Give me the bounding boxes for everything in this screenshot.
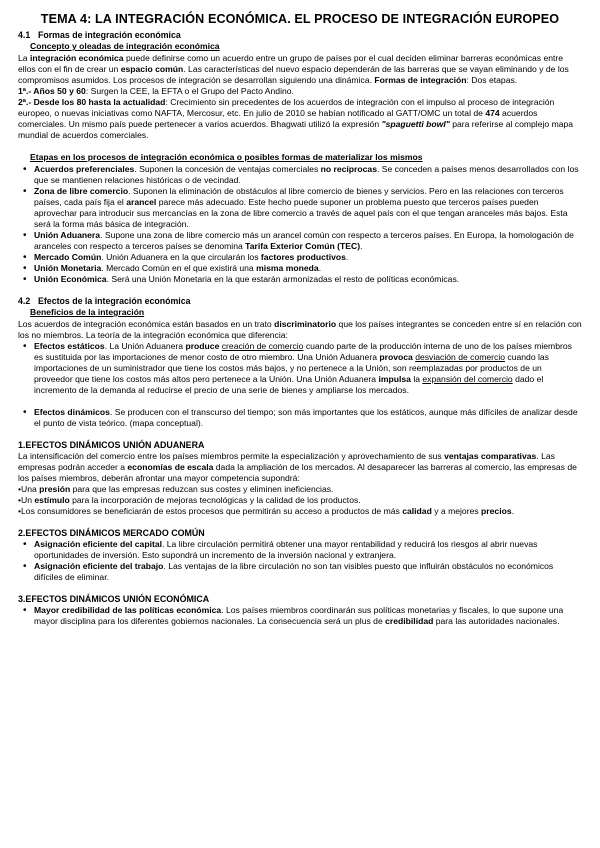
line-pressure: •Una presión para que las empresas reduzcan sus costes y eliminen ineficiencias. (18, 484, 334, 494)
list-item: • Acuerdos preferenciales. Suponen la concesión de ventajas comerciales no recíprocas. Se conceden a países menos desarrollados con los que se mantienen relaciones históricas o de vecindad. (18, 164, 582, 186)
paragraph-first-wave: 1ª.- Años 50 y 60: Surgen la CEE, la EFTA o el Grupo del Pacto Andino. (18, 86, 294, 96)
list-item: • Mayor credibilidad de las políticas económica. Los países miembros coordinarán sus políticas monetarias y fiscales, lo que supone una mayor disciplina para los diferentes gobiernos nacionales. La consecuencia será un plus de credibilidad para las autoridades nacionales. (18, 605, 582, 627)
stages-list (18, 164, 582, 285)
list-item: • Unión Aduanera. Supone una zona de libre comercio más un arancel común con respecto a terceros países. En Europa, la homologación de aranceles con respecto a terceros países se denomina Tarifa Exterior Común (TEC). (18, 230, 582, 252)
heading-customs-union-effects: 1.EFECTOS DINÁMICOS UNIÓN ADUANERA (18, 440, 205, 450)
section-4-2-heading: 4.2 Efectos de la integración económica (18, 296, 191, 306)
subsection-concepto: Concepto y oleadas de integración económica (30, 41, 220, 51)
list-item: • Mercado Común. Unión Aduanera en la que circularán los factores productivos. (18, 252, 582, 263)
subsection-beneficios: Beneficios de la integración (30, 307, 145, 317)
list-item: • Unión Económica. Será una Unión Monetaria en la que estarán armonizadas el resto de políticas económicas. (18, 274, 582, 285)
list-item-dynamic-effects: • Efectos dinámicos. Se producen con el transcurso del tiempo; son más importantes que los estáticos, aunque más difíciles de analizar desde el punto de vista teórico. (mapa conceptual). (18, 407, 582, 429)
document-title: TEMA 4: LA INTEGRACIÓN ECONÓMICA. EL PROCESO DE INTEGRACIÓN EUROPEO (40, 12, 560, 26)
subsection-etapas: Etapas en los procesos de integración económica o posibles formas de materializar los mismos (30, 152, 423, 162)
common-market-list (18, 539, 582, 583)
effects-list (18, 341, 582, 396)
list-item-static-effects: • Efectos estáticos. La Unión Aduanera produce creación de comercio cuando parte de la producción interna de uno de los países miembros es sustituida por las importaciones de menor costo de otro miembro. Una Unión Aduanera provoca desviación de comercio cuando las importaciones de un suministrador que tiene los costos más bajos, y no pertenece a la Unión, son reemplazadas por productos de un proveedor que tiene los costos más altos pero pertenece a la Unión. Una Unión Aduanera impulsa la expansión del comercio dado el incremento de la demanda al reducirse el precio de una serie de bienes y ampliarse los mercados. (18, 341, 582, 396)
paragraph-second-wave: 2ª.- Desde los 80 hasta la actualidad: Crecimiento sin precedentes de los acuerdos de integración con el impulso al proceso de integración europeo, o nuevas iniciativas como NAFTA, Mercosur, etc. En julio de 2010 se habían notificado al GATT/OMC un total de 474 acuerdos comerciales. Un mismo país puede pertenecer a varios acuerdos. Bhagwati utilizó la expresión "spaguetti bowl" para referirse al complejo mapa mundial de acuerdos comerciales. (18, 97, 574, 140)
list-item: • Asignación eficiente del trabajo. Las ventajas de la libre circulación no son tan visibles puesto que influirán obstáculos no económicos difíciles de eliminar. (18, 561, 582, 583)
paragraph-definition: La integración económica puede definirse como un acuerdo entre un grupo de países por el cual deciden eliminar barreras económicas entre ellos con el fin de crear un espacio común. Las características del nuevo espacio dependerán de las barreras que se vayan eliminando y de los compromisos asumidos. Los procesos de integración se desarrollan siguiendo una dinámica. Formas de integración: Dos etapas. (18, 53, 569, 85)
list-item: • Zona de libre comercio. Suponen la eliminación de obstáculos al libre comercio de bienes y servicios. Pero en las relaciones con terceros países, cada país fija el arancel parece más adecuado. Este hecho puede suponer un problema puesto que terceros países pueden aprovechar para introducir sus mercancías en la zona de libre comercio a través de aquel país con el que tengan aranceles más bajos. Esta será la forma más básica de integración. (18, 186, 582, 230)
paragraph-customs-union: La intensificación del comercio entre los países miembros permite la especialización y aprovechamiento de sus ventajas comparativas. Las empresas podrán acceder a economías de escala dada la ampliación de los mercados. Al desaparecer las barreras al comercio, las empresas de los países miembros, deberán afrontar una mayor competencia supondrá: (18, 451, 577, 483)
section-4-1-heading: 4.1 Formas de integración económica (18, 30, 181, 40)
economic-union-list (18, 605, 582, 627)
line-consumers: •Los consumidores se beneficiarán de estos procesos que permitirán su acceso a productos de más calidad y a mejores precios. (18, 506, 515, 516)
heading-common-market-effects: 2.EFECTOS DINÁMICOS MERCADO COMÚN (18, 528, 205, 538)
effects-list-dynamic (18, 407, 582, 429)
paragraph-effects-intro: Los acuerdos de integración económica están basados en un trato discriminatorio que los países integrantes se conceden entre sí en relación con los no miembros. La teoría de la integración económica que diferencia: (18, 319, 582, 340)
line-stimulus: •Un estímulo para la incorporación de mejoras tecnológicas y la calidad de los productos. (18, 495, 361, 505)
list-item: • Asignación eficiente del capital. La libre circulación permitirá obtener una mayor rentabilidad y reducirá los riesgos al abrir nuevas oportunidades de inversión. Esto supondrá un incremento de la inversión nacional y extranjera. (18, 539, 582, 561)
list-item: • Unión Monetaria. Mercado Común en el que existirá una misma moneda. (18, 263, 582, 274)
heading-economic-union-effects: 3.EFECTOS DINÁMICOS UNIÓN ECONÓMICA (18, 594, 210, 604)
